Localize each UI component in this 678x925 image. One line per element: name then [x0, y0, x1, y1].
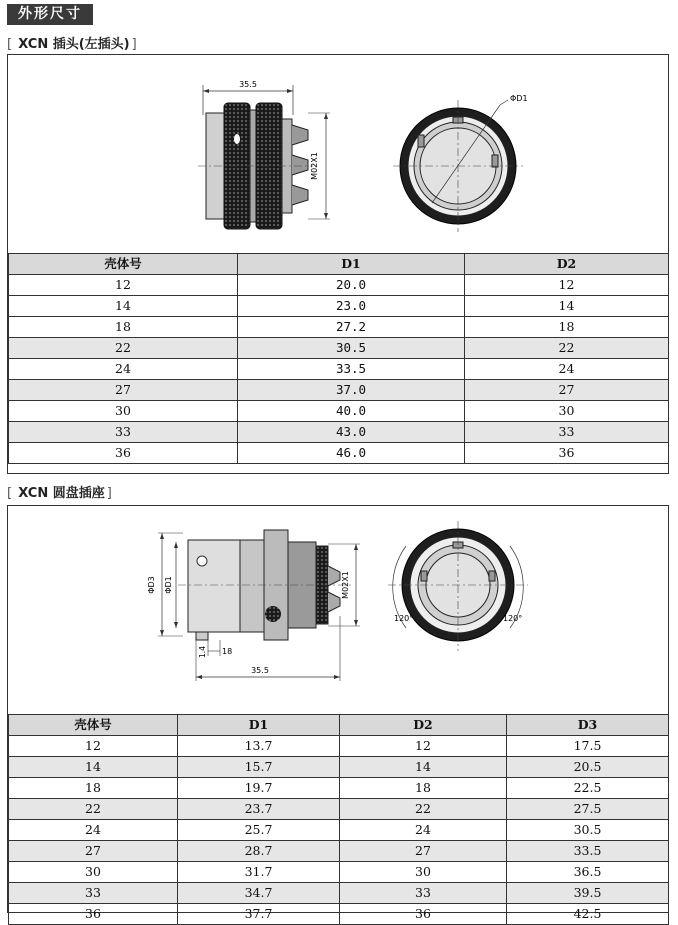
cell-d1: 34.7	[178, 883, 340, 904]
cell-d1: 25.7	[178, 820, 340, 841]
cell-d1: 28.7	[178, 841, 340, 862]
cell-d1: 20.0	[238, 275, 465, 296]
socket-angle-right: 120°	[503, 614, 523, 623]
plug-header-d1: D1	[238, 254, 465, 275]
cell-shell: 24	[9, 820, 178, 841]
plug-front-view	[393, 94, 528, 232]
socket-panel	[7, 505, 669, 921]
socket-small-dim: 1.4	[198, 646, 207, 658]
socket-thread-dim: M02X1	[341, 571, 350, 599]
cell-shell: 22	[9, 338, 238, 359]
cell-d3: 39.5	[507, 883, 669, 904]
cell-shell: 22	[9, 799, 178, 820]
socket-header-shell: 壳体号	[9, 715, 178, 736]
cell-d2: 27	[340, 841, 507, 862]
cell-d2: 24	[465, 359, 669, 380]
cell-d3: 36.5	[507, 862, 669, 883]
cell-d2: 12	[340, 736, 507, 757]
plug-drawing	[8, 55, 668, 255]
cell-d2: 33	[340, 883, 507, 904]
table-row	[9, 317, 669, 338]
socket-d3-dim: ΦD3	[147, 576, 156, 594]
cell-d1: 37.0	[238, 380, 465, 401]
plug-length-dim: 35.5	[239, 80, 257, 89]
socket-18-dim: 18	[222, 647, 233, 656]
socket-d1-dim: ΦD1	[164, 576, 173, 594]
socket-length-dim: 35.5	[251, 666, 269, 675]
cell-d2: 36	[340, 904, 507, 925]
cell-d3: 20.5	[507, 757, 669, 778]
cell-d1: 23.7	[178, 799, 340, 820]
plug-diameter-dim: ΦD1	[510, 94, 528, 103]
cell-shell: 12	[9, 275, 238, 296]
cell-d2: 30	[340, 862, 507, 883]
cell-d2: 18	[465, 317, 669, 338]
cell-d1: 43.0	[238, 422, 465, 443]
socket-front-view	[388, 521, 528, 651]
table-row	[9, 799, 669, 820]
cell-d1: 46.0	[238, 443, 465, 464]
cell-shell: 18	[9, 778, 178, 799]
cell-d2: 18	[340, 778, 507, 799]
socket-header-d3: D3	[507, 715, 669, 736]
cell-d2: 27	[465, 380, 669, 401]
cell-d2: 14	[340, 757, 507, 778]
cell-d3: 17.5	[507, 736, 669, 757]
plug-thread-dim: M02X1	[310, 152, 319, 180]
cell-d1: 31.7	[178, 862, 340, 883]
cell-d2: 12	[465, 275, 669, 296]
table-row	[9, 904, 669, 925]
cell-d1: 15.7	[178, 757, 340, 778]
cell-d2: 22	[340, 799, 507, 820]
cell-d3: 30.5	[507, 820, 669, 841]
socket-dimension-table	[8, 714, 669, 925]
section-badge: 外形尺寸	[7, 4, 93, 25]
cell-shell: 33	[9, 422, 238, 443]
table-row	[9, 380, 669, 401]
table-row	[9, 862, 669, 883]
cell-d1: 19.7	[178, 778, 340, 799]
cell-d1: 27.2	[238, 317, 465, 338]
table-row	[9, 422, 669, 443]
plug-section-title: [ XCN 插头(左插头) ]	[7, 37, 137, 52]
socket-angle-left: 120°	[394, 614, 414, 623]
cell-shell: 14	[9, 296, 238, 317]
socket-side-view	[147, 530, 360, 681]
table-row	[9, 443, 669, 464]
cell-shell: 12	[9, 736, 178, 757]
cell-d2: 14	[465, 296, 669, 317]
cell-d2: 24	[340, 820, 507, 841]
cell-d1: 30.5	[238, 338, 465, 359]
table-row	[9, 296, 669, 317]
cell-d2: 22	[465, 338, 669, 359]
table-row	[9, 820, 669, 841]
cell-shell: 30	[9, 401, 238, 422]
cell-d3: 22.5	[507, 778, 669, 799]
socket-table-header	[9, 715, 669, 736]
table-row	[9, 778, 669, 799]
plug-dimension-table	[8, 253, 669, 464]
cell-shell: 24	[9, 359, 238, 380]
cell-shell: 36	[9, 904, 178, 925]
table-row	[9, 275, 669, 296]
plug-panel	[7, 54, 669, 474]
socket-section-title: [ XCN 圆盘插座 ]	[7, 486, 112, 501]
cell-d1: 13.7	[178, 736, 340, 757]
plug-title-text: XCN 插头(左插头)	[18, 37, 130, 52]
cell-shell: 27	[9, 841, 178, 862]
plug-side-view	[198, 80, 330, 229]
cell-shell: 33	[9, 883, 178, 904]
table-row	[9, 883, 669, 904]
plug-header-d2: D2	[465, 254, 669, 275]
cell-shell: 27	[9, 380, 238, 401]
cell-d3: 42.5	[507, 904, 669, 925]
cell-d1: 33.5	[238, 359, 465, 380]
cell-d1: 23.0	[238, 296, 465, 317]
cell-shell: 14	[9, 757, 178, 778]
cell-d1: 40.0	[238, 401, 465, 422]
table-row	[9, 359, 669, 380]
table-row	[9, 841, 669, 862]
table-row	[9, 338, 669, 359]
cell-shell: 36	[9, 443, 238, 464]
socket-header-d2: D2	[340, 715, 507, 736]
table-row	[9, 757, 669, 778]
table-row	[9, 401, 669, 422]
socket-title-text: XCN 圆盘插座	[18, 486, 105, 501]
cell-shell: 18	[9, 317, 238, 338]
cell-d1: 37.7	[178, 904, 340, 925]
cell-d3: 33.5	[507, 841, 669, 862]
cell-d3: 27.5	[507, 799, 669, 820]
socket-header-d1: D1	[178, 715, 340, 736]
cell-d2: 33	[465, 422, 669, 443]
plug-table-header	[9, 254, 669, 275]
cell-d2: 36	[465, 443, 669, 464]
cell-d2: 30	[465, 401, 669, 422]
cell-shell: 30	[9, 862, 178, 883]
plug-header-shell: 壳体号	[9, 254, 238, 275]
table-row	[9, 736, 669, 757]
socket-drawing	[8, 506, 668, 712]
